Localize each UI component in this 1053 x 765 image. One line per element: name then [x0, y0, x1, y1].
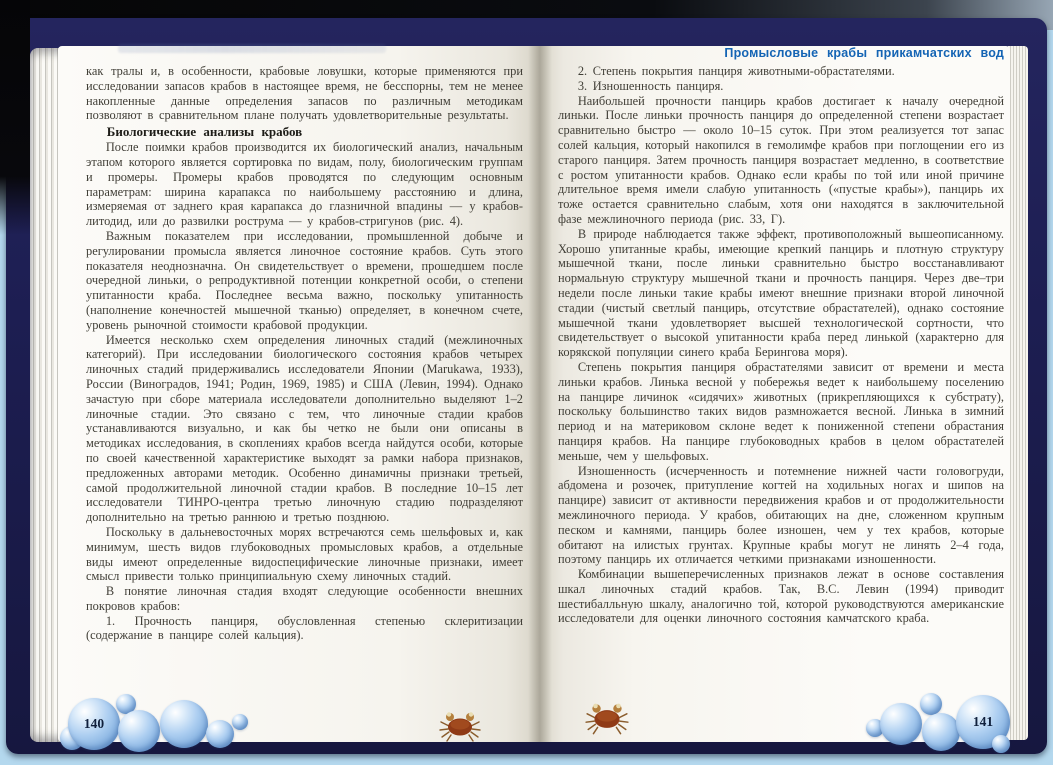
- paragraph: Важным показателем при исследовании, промышленной добыче и регулировании промысла является линочное состояние крабов. Суть этого показателя неоднозначна. Он свидетельствует о времени, прошедшем после очередной линьки, о репродуктивной потенции конкретной особи, о степени упитанности краба. Последнее весьма важно, поскольку упитанность (наполнение конечностей мышечной тканью) определяет, в конечном счете, уровень рыночной стоимости крабовой продукции.: [86, 228, 523, 332]
- paragraph: После поимки крабов производится их биологический анализ, начальным этапом которого является сортировка по видам, полу, биологическим группам и промеры. Промеры крабов проводятся по следующим основным параметрам: ширина карапакса по наибольшему расстоянию и длина, измеряемая от заднего края карапакса до глазничной впадины — у крабов-литодид, или до развилки рострума — у крабов-стригунов (рис. 4).: [86, 140, 523, 229]
- list-item: 2. Степень покрытия панциря животными-обрастателями.: [577, 64, 895, 78]
- page-number: 141: [972, 714, 994, 729]
- paragraph: Изношенность (исчерченность и потемнение нижней части головогруди, абдомена и розочек, притупление когтей на ходильных ногах и шипов на панцире) зависит от активности передвижения крабов и от продолжительности межлиночного периода. У крабов, обитающих на дне, сложенном крупным песком и камнями, панцирь более изношен, чем у тех крабов, которые обитают на илистых грунтах. Крупные крабы могут не линять 2–4 года, поэтому панцирь их отличается четкими признаками изношенности.: [558, 463, 1004, 567]
- bubble: [992, 735, 1010, 753]
- paragraph: как тралы и, в особенности, крабовые ловушки, которые применяются при исследовании запасов крабов в настоящее время, не бесспорны, тем не менее накопленные данные определения запасов по различным методикам позволяют в сравнительном плане получать удовлетворительные результаты.: [86, 64, 523, 123]
- paragraph: Наибольшей прочности панцирь крабов достигает к началу очередной линьки. После линьки прочность панциря до определенной степени возрастает сравнительно быстро — около 10–15 суток. При этом реализуется тот запас солей кальция, который накопился в гемолимфе крабов при поглощении его из старого панциря. Затем прочность панциря возрастает медленно, в соответствие с ростом упитанности крабов. Однако если крабы по той или иной причине длительное время имели слабую упитанность («пустые крабы»), панцирь их тоже остается сравнительно слабым, хотя они находятся в заключительной фазе межлиночного периода (рис. 33, Г).: [558, 93, 1004, 226]
- bubble: [920, 693, 942, 715]
- paragraph: Имеется несколько схем определения линочных стадий (межлиночных категорий). При исследовании биологического состояния крабов четырех линочных стадий придерживались исследователи Японии (Marukawa, 1933), России (Виноградов, 1941; Родин, 1969, 1985) и США (Левин, 1994). Однако зачастую при сборе материала исследователи дополнительно выделяют 1–2 линочные стадии. Это связано с тем, что линочные стадии крабов устанавливаются визуально, и как бы четко не были они описаны в методиках исследования, в скоплениях крабов всегда найдутся особи, которые по своей качественной характеристике выходят за рамки набора признаков, предложенных авторами методик. Особенно динамичны признаки третьей, самой продолжительной линочной стадии крабов. В последние 10–15 лет исследователи ТИНРО-центра третью линочную стадию подразделяют дополнительно на третью раннюю и третью позднюю.: [86, 332, 523, 525]
- left-page-content: [86, 64, 523, 696]
- right-page-content: [558, 64, 1004, 704]
- paragraph: В природе наблюдается также эффект, противоположный вышеописанному. Хорошо упитанные крабы, имеющие крепкий панцирь и плотную структуру мышечной ткани, после линьки сравнительно быстро восстанавливают нормальную структуру мышечной ткани и прочность панциря. Через две–три недели после линьки такие крабы имеют внешние признаки второй линочной стадии (чистый светлый панцирь, отсутствие обрастателей), однако состояние мышечной ткани удовлетворяет высшей технологической сортности, что свидетельствует о высокой упитанности краба перед линькой (характерно для корякской популяции синего краба Берингова моря).: [558, 226, 1004, 360]
- corner-shadow: [0, 0, 30, 235]
- crab-icon: [584, 699, 630, 742]
- paragraph: Комбинации вышеперечисленных признаков лежат в основе составления шкал линочных стадий крабов. Так, В.С. Левин (1994) приводит шестибалльную шкалу, аналогично той, которой руководствуются американские исследователи для оценки линочного состояния камчатского краба.: [558, 567, 1004, 626]
- right-page-stack-edge: [1008, 46, 1028, 740]
- list-item: 3. Изношенность панциря.: [577, 78, 724, 93]
- book-gutter: [528, 46, 552, 742]
- page-number-bubble: [68, 698, 120, 750]
- bubble: [160, 700, 208, 748]
- bubble: [232, 714, 248, 730]
- paragraph: Степень покрытия панциря обрастателями зависит от времени и места линьки крабов. Линька весной у побережья ведет к наибольшему поселению на панцире личинок «сидячих» животных (прикрепляющихся к субстрату), поскольку большинство таких видов размножается весной. Линька в зимний период и на материковом склоне ведет к пониженной степени обрастания панциря крабов. На панцире глубоководных крабов в целом обрастателей меньше, чем у шельфовых.: [558, 359, 1004, 463]
- running-header: Промысловые крабы прикамчатских вод: [724, 46, 1004, 60]
- paragraph: В понятие линочная стадия входят следующие особенности внешних покровов крабов:: [86, 584, 523, 613]
- paragraph: Поскольку в дальневосточных морях встречаются семь шельфовых и, как минимум, шесть видов глубоководных промысловых крабов, а отдельные виды имеют определенные видоспецифические линочные признаки, имеет смысл привести только принципиальную схему линочных стадий.: [86, 524, 523, 584]
- ink-bleed-ghost: [118, 44, 386, 53]
- bubbles-decoration-left: [60, 694, 260, 756]
- crab-icon: [438, 708, 482, 749]
- bubble: [206, 720, 234, 748]
- bubble: [922, 713, 960, 751]
- section-heading: Биологические анализы крабов: [106, 124, 303, 140]
- bubble: [118, 710, 160, 752]
- list-item: 1. Прочность панциря, обусловленная степенью склеритизации (содержание в панцире солей кальция).: [86, 613, 523, 643]
- page-number: 140: [83, 716, 105, 731]
- bubble: [880, 703, 922, 745]
- bubbles-decoration-right: [866, 693, 1026, 755]
